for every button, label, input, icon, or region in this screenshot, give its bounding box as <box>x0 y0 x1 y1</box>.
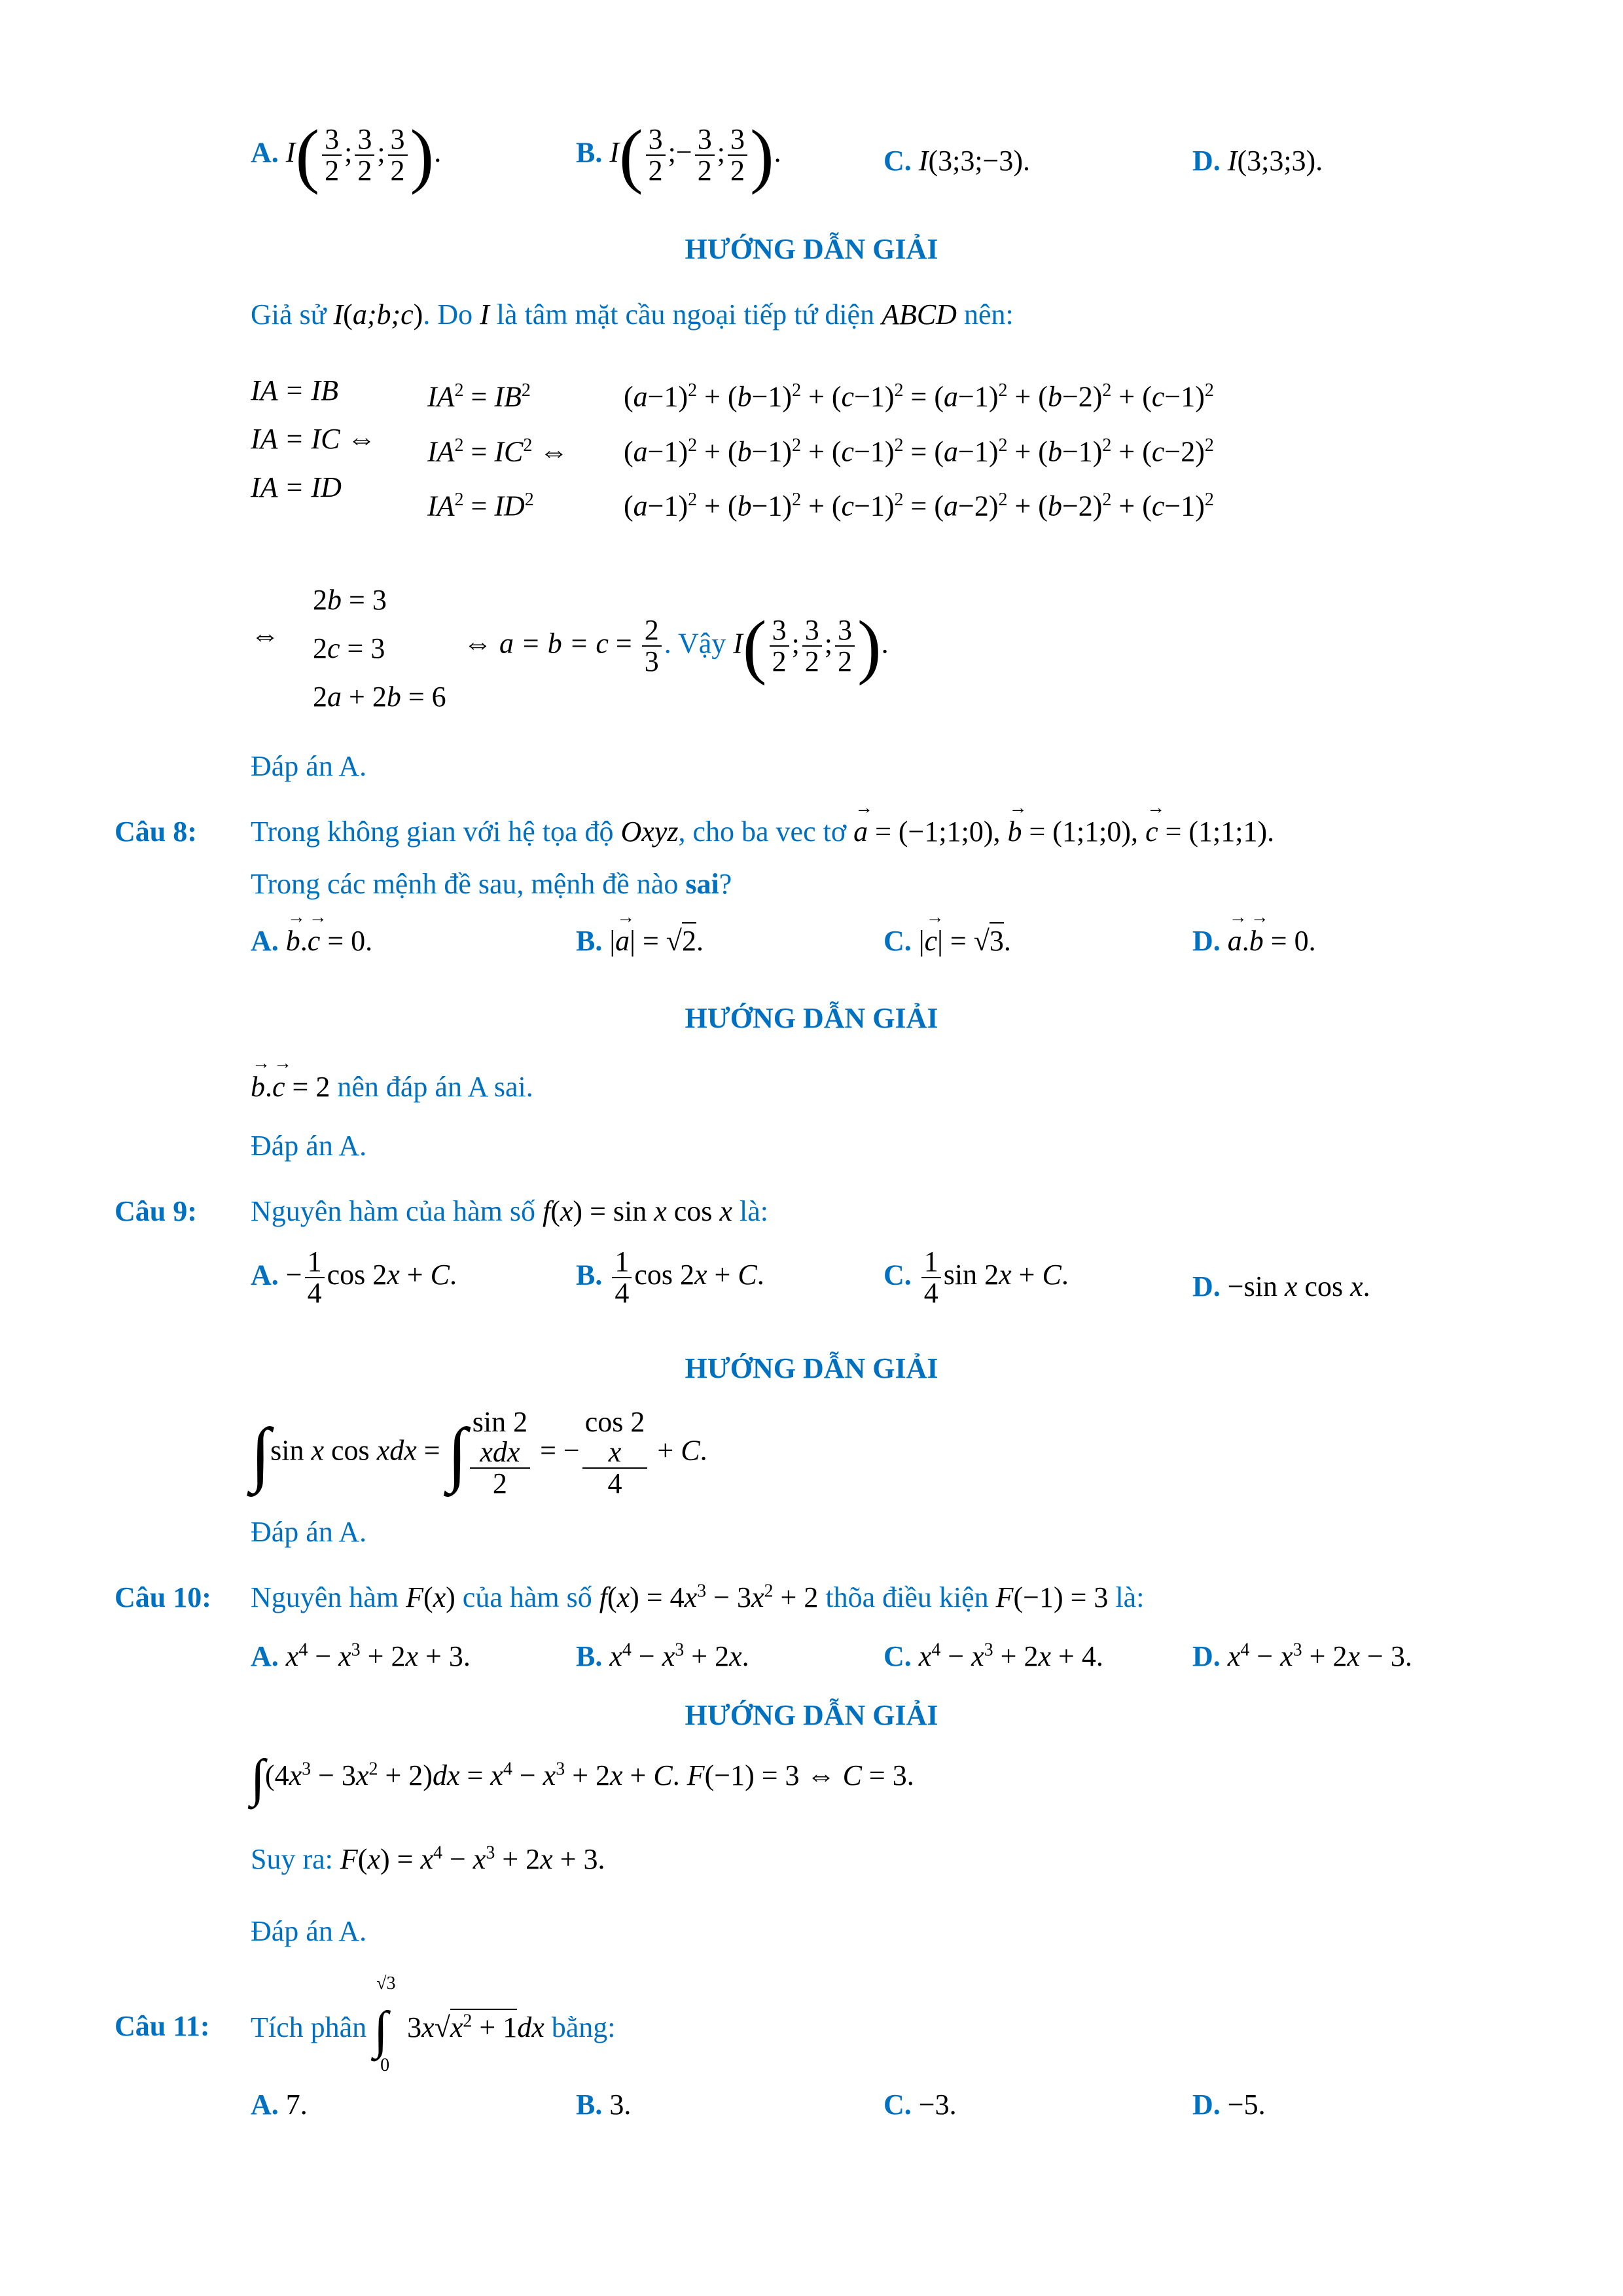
q9-answer: Đáp án A. <box>251 1516 367 1548</box>
q7-option-c: C. I(3;3;−3). <box>883 145 1031 177</box>
q8-solution-heading: HƯỚNG DẪN GIẢI <box>685 1002 938 1034</box>
q8-option-a: A. → b.→ c = 0. <box>251 924 372 958</box>
q7-solution-heading: HƯỚNG DẪN GIẢI <box>685 233 938 265</box>
q9-solution: ∫sin x cos xdx = ∫ sin 2 xdx 2 = − cos 2 x 4 + C. <box>251 1406 707 1500</box>
q11-stem: Tích phân √3 ∫ 0 $3x√x^2 + 1dx$ bằng: <box>251 1973 616 2075</box>
q8-stem-line2: Trong các mệnh đề sau, mệnh đề nào sai? <box>251 868 732 900</box>
q10-conclusion: Suy ra: $F(x) = x^4 - x^3 + 2x + 3$. <box>251 1842 605 1875</box>
q9-option-a: A. − $\frac{1}{4}$ cos 2x + C. <box>251 1246 457 1310</box>
q9-solution-heading: HƯỚNG DẪN GIẢI <box>685 1352 938 1384</box>
q11-option-c: C. −3. <box>883 2089 957 2121</box>
q7-option-a: A. I( $\frac{3}{2}$ ; $\frac{3}{2}$ ; $\frac{3}{2}$ ). <box>251 115 442 196</box>
document-page: A. I( $\frac{3}{2}$ ; $\frac{3}{2}$ ; $\frac{3}{2}$ ). B. I( $\frac{3}{2}$ ;− $\frac{3}{2}$ ; $\frac{3}{2}$ ). C. I(3;3;−3). D. I(3;3;3). HƯỚNG DẪN GIẢI Giả sử I(a;b;c). Do I là tâm mặt cầu ngoại tiếp tứ diện ABCD nên: IA = IB IA = IC ⇔ IA = ID $IA^2 = IB^2$ $IA^2 = IC^2$ ⇔ $IA^2 = ID^2$ $(a-1)^2 + (b-1)^2 + (c-1)^2 = (a-1)^2 + (b-2)^2 + (c-1)^2$ $(a-1)^2 + (b-1)^2 + (c-1)^2 = (a-1)^2 + (b-1)^2 + (c-2)^2$ $(a-1)^2 + (b-1)^2 + (c-1)^2 = (a-2)^2 + (b-2)^2 + (c-1)^2$ ⇔ 2b = 3 2c = 3 2a + 2b = 6 ⇔ a = b = c = $\frac{2}{3}$ . Vậy I( $\frac{3}{2}$ ; $\frac{3}{2}$ ; $\frac{3}{2}$ ). Đáp án A. Câu 8: Trong không gian với hệ tọa độ Oxyz, cho ba vec tơ → a = (−1;1;0), → b = (1;1;0), → c = (1;1;1). Trong các mệnh đề sau, mệnh đề nào sai? A. → b.→ c = 0. B. |→ a| = √2. C. |→ c| = √3. D. → a.→ b = 0. HƯỚNG DẪN GIẢI → b.→ c = 2 nên đáp án A sai. Đáp án A. Câu 9: Nguyên hàm của hàm số f(x) = sin x cos x là: A. − $\frac{1}{4}$ cos 2x + C. B. $\frac{1}{4}$ cos 2x + C. C. $\frac{1}{4}$ sin 2x + C. D. −sin x cos x. HƯỚNG DẪN GIẢI ∫sin x cos xdx = ∫ sin 2 xdx 2 = − cos 2 x 4 + C. Đáp án A. Câu 10: Nguyên hàm F(x) của hàm số $f(x) = 4x^3 - 3x^2 + 2$ thõa điều kiện F(−1) = 3 là: A. $x^4 - x^3 + 2x + 3$. B. $x^4 - x^3 + 2x$. C. $x^4 - x^3 + 2x + 4$. D. $x^4 - x^3 + 2x - 3$. HƯỚNG DẪN GIẢI $\int(4x^3 - 3x^2 + 2)dx = x^4 - x^3 + 2x + C$. F(−1) = 3 ⇔ C = 3. Suy ra: $F(x) = x^4 - x^3 + 2x + 3$. Đáp án A. Câu 11: Tích phân √3 ∫ 0 $3x√x^2 + 1dx$ bằng: A. 7. B. 3. C. −3. D. −5. <box>0 0 1623 2296</box>
q7-solution-intro: Giả sử I(a;b;c). Do I là tâm mặt cầu ngoại tiếp tứ diện ABCD nên: <box>251 298 1014 331</box>
q10-solution: $\int(4x^3 - 3x^2 + 2)dx = x^4 - x^3 + 2x + C$. F(−1) = 3 ⇔ C = 3. <box>251 1749 914 1807</box>
q11-label: Câu 11: <box>115 2010 210 2042</box>
q10-option-c: C. $x^4 - x^3 + 2x + 4$. <box>883 1640 1103 1672</box>
q10-option-b: B. $x^4 - x^3 + 2x$. <box>576 1640 749 1672</box>
q8-label: Câu 8: <box>115 816 197 848</box>
q8-option-b: B. |→ a| = √2. <box>576 924 704 958</box>
q9-label: Câu 9: <box>115 1195 197 1227</box>
q7-option-d: D. I(3;3;3). <box>1192 145 1323 177</box>
q8-option-c: C. |→ c| = √3. <box>883 924 1011 958</box>
q10-option-d: D. $x^4 - x^3 + 2x - 3$. <box>1192 1640 1412 1672</box>
q8-stem-line1: Trong không gian với hệ tọa độ Oxyz, cho ba vec tơ → a = (−1;1;0), → b = (1;1;0), → c = (1;1;1). <box>251 815 1274 848</box>
q8-solution: → b.→ c = 2 nên đáp án A sai. <box>251 1070 533 1103</box>
q9-option-b: B. $\frac{1}{4}$ cos 2x + C. <box>576 1246 764 1310</box>
q11-option-a: A. 7. <box>251 2089 308 2121</box>
q10-label: Câu 10: <box>115 1581 211 1613</box>
q10-answer: Đáp án A. <box>251 1915 367 1947</box>
q10-stem: Nguyên hàm F(x) của hàm số $f(x) = 4x^3 - 3x^2 + 2$ thõa điều kiện F(−1) = 3 là: <box>251 1581 1145 1613</box>
q7-option-b: B. I( $\frac{3}{2}$ ;− $\frac{3}{2}$ ; $\frac{3}{2}$ ). <box>576 115 781 196</box>
q10-option-a: A. $x^4 - x^3 + 2x + 3$. <box>251 1640 471 1672</box>
q9-option-c: C. $\frac{1}{4}$ sin 2x + C. <box>883 1246 1069 1310</box>
q7-answer: Đáp án A. <box>251 750 367 782</box>
q8-answer: Đáp án A. <box>251 1130 367 1162</box>
q9-stem: Nguyên hàm của hàm số f(x) = sin x cos x là: <box>251 1195 768 1227</box>
q8-option-d: D. → a.→ b = 0. <box>1192 924 1316 958</box>
q10-solution-heading: HƯỚNG DẪN GIẢI <box>685 1699 938 1731</box>
q11-option-b: B. 3. <box>576 2089 632 2121</box>
q11-option-d: D. −5. <box>1192 2089 1266 2121</box>
q9-option-d: D. −sin x cos x. <box>1192 1270 1370 1302</box>
